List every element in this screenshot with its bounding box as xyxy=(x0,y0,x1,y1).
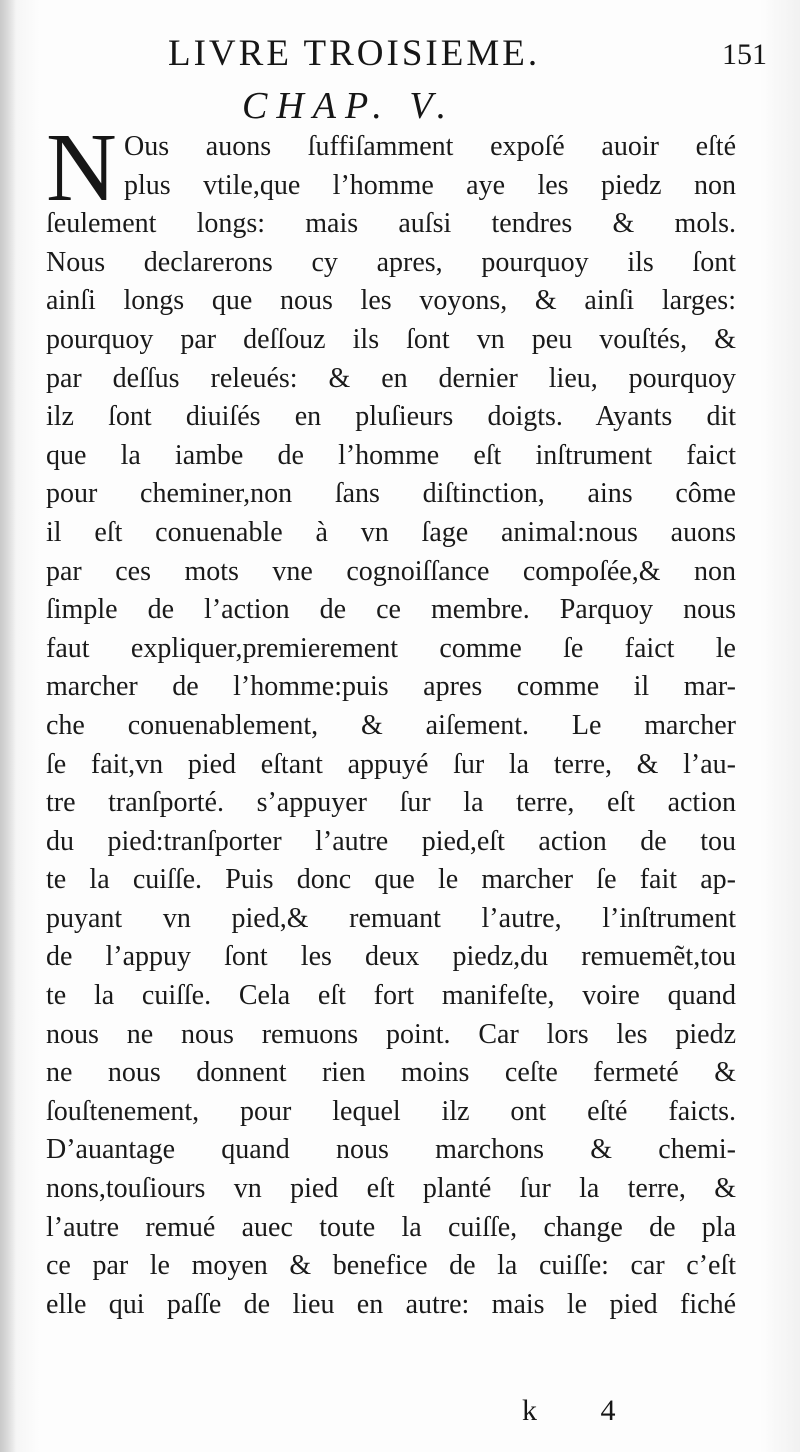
text-line: l’autre remué auec toute la cuiſſe, change de pla xyxy=(46,1211,736,1243)
text-line: ſe fait,vn pied eſtant appuyé ſur la terre, & l’au- xyxy=(46,748,736,780)
text-line: du pied:tranſporter l’autre pied,eſt action de tou xyxy=(46,825,736,857)
text-line: pourquoy par deſſouz ils ſont vn peu vouſtés, & xyxy=(46,323,736,355)
running-title: LIVRE TROISIEME. xyxy=(168,33,541,74)
text-line: ce par le moyen & benefice de la cuiſſe: car c’eſt xyxy=(46,1250,736,1282)
text-line: plus vtile,que l’homme aye les piedz non xyxy=(124,169,736,201)
text-line: puyant vn pied,& remuant l’autre, l’inſtrument xyxy=(46,902,736,934)
text-line: ſouſtenement, pour lequel ilz ont eſté faicts. xyxy=(46,1095,736,1127)
text-line: te la cuiſſe. Puis donc que le marcher ſe fait ap- xyxy=(46,864,736,896)
text-line: D’auantage quand nous marchons & chemi- xyxy=(46,1134,736,1166)
chapter-heading: CHAP. V. xyxy=(242,85,456,127)
text-line: nons,touſiours vn pied eſt planté ſur la terre, & xyxy=(46,1173,736,1205)
text-line: ainſi longs que nous les voyons, & ainſi larges: xyxy=(46,285,736,317)
text-line: il eſt conuenable à vn ſage animal:nous auons xyxy=(46,516,736,548)
text-line: ilz ſont diuiſés en pluſieurs doigts. Ayants dit xyxy=(46,401,736,433)
text-line: ſimple de l’action de ce membre. Parquoy nous xyxy=(46,594,736,626)
text-line: marcher de l’homme:puis apres comme il mar- xyxy=(46,671,736,703)
text-line: tre tranſporté. s’appuyer ſur la terre, eſt action xyxy=(46,787,736,819)
text-line: de l’appuy ſont les deux piedz,du remuemẽt,tou xyxy=(46,941,736,973)
text-line: ne nous donnent rien moins ceſte fermeté & xyxy=(46,1057,736,1089)
drop-cap-initial: N xyxy=(46,114,117,222)
text-line: faut expliquer,premierement comme ſe faict le xyxy=(46,632,736,664)
text-line: par deſſus releués: & en dernier lieu, pourquoy xyxy=(46,362,736,394)
page-number: 151 xyxy=(722,38,767,71)
signature-mark: k 4 xyxy=(522,1394,644,1427)
text-line: nous ne nous remuons point. Car lors les piedz xyxy=(46,1018,736,1050)
text-line: Nous declarerons cy apres, pourquoy ils ſont xyxy=(46,246,736,278)
body-text xyxy=(46,128,736,1324)
text-line: que la iambe de l’homme eſt inſtrument faict xyxy=(46,439,736,471)
text-line: elle qui paſſe de lieu en autre: mais le pied fiché xyxy=(46,1288,736,1320)
text-line: par ces mots vne cognoiſſance compoſée,& non xyxy=(46,555,736,587)
text-line: Ous auons ſuffiſamment expoſé auoir eſté xyxy=(124,131,736,162)
text-line: che conuenablement, & aiſement. Le marcher xyxy=(46,709,736,741)
text-line: ſeulement longs: mais auſsi tendres & mols. xyxy=(46,208,736,240)
text-line: te la cuiſſe. Cela eſt fort manifeſte, voire quand xyxy=(46,980,736,1012)
gutter-shadow xyxy=(0,0,16,1452)
text-line: pour cheminer,non ſans diſtinction, ains côme xyxy=(46,478,736,510)
